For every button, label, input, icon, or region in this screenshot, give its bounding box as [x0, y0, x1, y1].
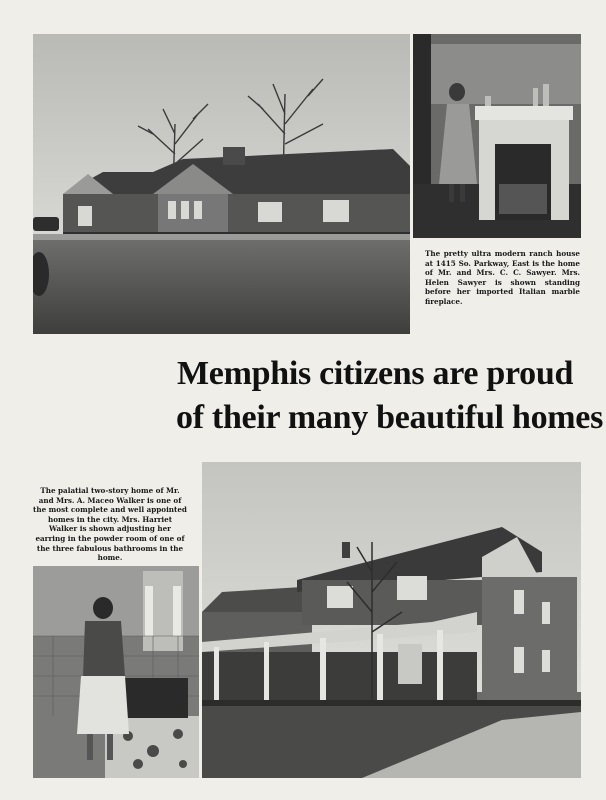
page-headline	[120, 352, 604, 440]
two-story-house-photo	[202, 462, 581, 778]
marble-fireplace-photo	[413, 34, 581, 238]
powder-room-photo	[33, 566, 199, 778]
ranch-house-photo	[33, 34, 410, 334]
headline-line-1: Memphis citizens are proud	[177, 355, 574, 392]
walker-caption: The palatial two-story home of Mr. and Mrs. A. Maceo Walker is one of the most complete and well appointed homes in the city. Mrs. Harriet Walker is shown adjusting her earring in the powder room of one of the three fabulous bathrooms in the home.	[33, 486, 187, 563]
headline-line-2: of their many beautiful homes	[176, 399, 604, 436]
sawyer-caption: The pretty ultra modern ranch house at 1415 So. Parkway, East is the home of Mr. and Mrs. C. C. Sawyer. Mrs. Helen Sawyer is shown standing before her imported Italian marble fireplace.	[425, 249, 580, 306]
